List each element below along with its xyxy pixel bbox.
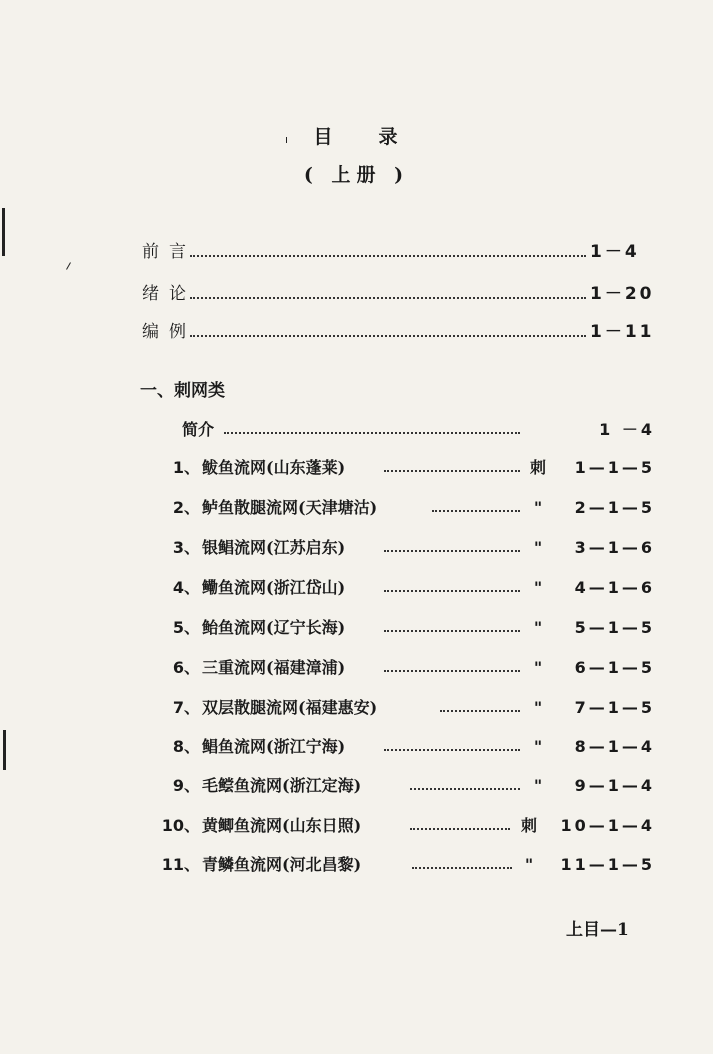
dot-leader (384, 656, 520, 672)
entry-page-number: 5—1—5 (574, 618, 655, 637)
title-char-2: 录 (378, 126, 400, 148)
dot-leader (190, 320, 586, 337)
entry-page-number: 1—1—5 (574, 458, 655, 477)
toc-entry (0, 496, 713, 520)
scan-mark (3, 730, 6, 770)
toc-entry (0, 656, 713, 680)
scan-mark (286, 137, 287, 143)
entry-page-number: 3—1—6 (574, 538, 655, 557)
entry-title: 简介 (182, 420, 215, 439)
dot-leader (440, 696, 520, 712)
toc-front-row (0, 240, 713, 264)
entry-page-number: 1 －4 (599, 420, 655, 439)
entry-mark: " (533, 698, 543, 717)
entry-mark: " (533, 538, 543, 557)
front-page-number: 1－4 (590, 242, 640, 262)
front-page-number: 1－20 (590, 284, 655, 304)
front-label (142, 282, 186, 306)
front-label-char: 论 (169, 284, 186, 304)
entry-title: 银鲳流网(江苏启东) (202, 538, 346, 557)
entry-number: 11、 (161, 855, 200, 874)
entry-title: 黄鲫鱼流网(山东日照) (202, 816, 362, 835)
toc-entry (0, 536, 713, 560)
entry-page-number: 2—1—5 (574, 498, 655, 517)
entry-number: 6、 (172, 658, 200, 677)
toc-entry (0, 853, 713, 877)
entry-mark: " (533, 578, 543, 597)
dot-leader (384, 576, 520, 592)
front-label-char: 前 (142, 242, 159, 262)
toc-front-row (0, 282, 713, 306)
title-char-1: 目 (313, 126, 335, 148)
dot-leader (190, 282, 586, 299)
entry-title: 三重流网(福建漳浦) (202, 658, 346, 677)
entry-number: 3、 (172, 538, 200, 557)
entry-mark: " (533, 737, 543, 756)
front-label-char: 编 (142, 322, 159, 342)
entry-title: 鳓鱼流网(浙江岱山) (202, 578, 346, 597)
volume-subtitle: ( 上册 ) (303, 164, 410, 186)
entry-number: 2、 (172, 498, 200, 517)
entry-mark: " (533, 776, 543, 795)
toc-front-row (0, 320, 713, 344)
dot-leader (410, 814, 510, 830)
dot-leader (410, 774, 520, 790)
toc-entry (0, 616, 713, 640)
page-footer-number: 上目—1 (566, 920, 629, 940)
front-label-char: 绪 (142, 284, 159, 304)
dot-leader (224, 418, 520, 434)
entry-title: 青鳞鱼流网(河北昌黎) (202, 855, 362, 874)
entry-page-number: 11—1—5 (560, 855, 655, 874)
entry-page-number: 9—1—4 (574, 776, 655, 795)
dot-leader (412, 853, 512, 869)
front-label (142, 320, 186, 344)
entry-number: 5、 (172, 618, 200, 637)
entry-title: 鲐鱼流网(辽宁长海) (202, 618, 346, 637)
entry-page-number: 8—1—4 (574, 737, 655, 756)
section-heading: 一、刺网类 (140, 381, 225, 401)
dot-leader (384, 735, 520, 751)
entry-mark: 刺 (520, 816, 537, 835)
entry-number: 10、 (161, 816, 200, 835)
front-label-char: 例 (169, 322, 186, 342)
dot-leader (384, 616, 520, 632)
entry-number: 4、 (172, 578, 200, 597)
entry-number: 8、 (172, 737, 200, 756)
scan-mark (2, 208, 5, 256)
entry-number: 9、 (172, 776, 200, 795)
entry-mark: " (533, 498, 543, 517)
entry-number: 7、 (172, 698, 200, 717)
entry-page-number: 10—1—4 (560, 816, 655, 835)
toc-entry (0, 456, 713, 480)
front-page-number: 1－11 (590, 322, 655, 342)
entry-title: 毛鲿鱼流网(浙江定海) (202, 776, 362, 795)
entry-number: 1、 (172, 458, 200, 477)
entry-page-number: 7—1—5 (574, 698, 655, 717)
toc-entry (0, 576, 713, 600)
front-label-char: 言 (169, 242, 186, 262)
dot-leader (190, 240, 586, 257)
entry-title: 双层散腿流网(福建惠安) (202, 698, 378, 717)
entry-title: 鲳鱼流网(浙江宁海) (202, 737, 346, 756)
toc-entry (0, 735, 713, 759)
entry-mark: " (533, 658, 543, 677)
toc-entry (0, 418, 713, 442)
toc-entry (0, 814, 713, 838)
entry-mark: 刺 (529, 458, 546, 477)
entry-mark: " (533, 618, 543, 637)
entry-page-number: 6—1—5 (574, 658, 655, 677)
dot-leader (384, 536, 520, 552)
front-label (142, 240, 186, 264)
entry-mark: " (524, 855, 534, 874)
dot-leader (432, 496, 520, 512)
entry-title: 鲈鱼散腿流网(天津塘沽) (202, 498, 378, 517)
entry-title: 鲅鱼流网(山东蓬莱) (202, 458, 346, 477)
dot-leader (384, 456, 520, 472)
toc-entry (0, 774, 713, 798)
page-title (0, 122, 713, 149)
entry-page-number: 4—1—6 (574, 578, 655, 597)
toc-entry (0, 696, 713, 720)
